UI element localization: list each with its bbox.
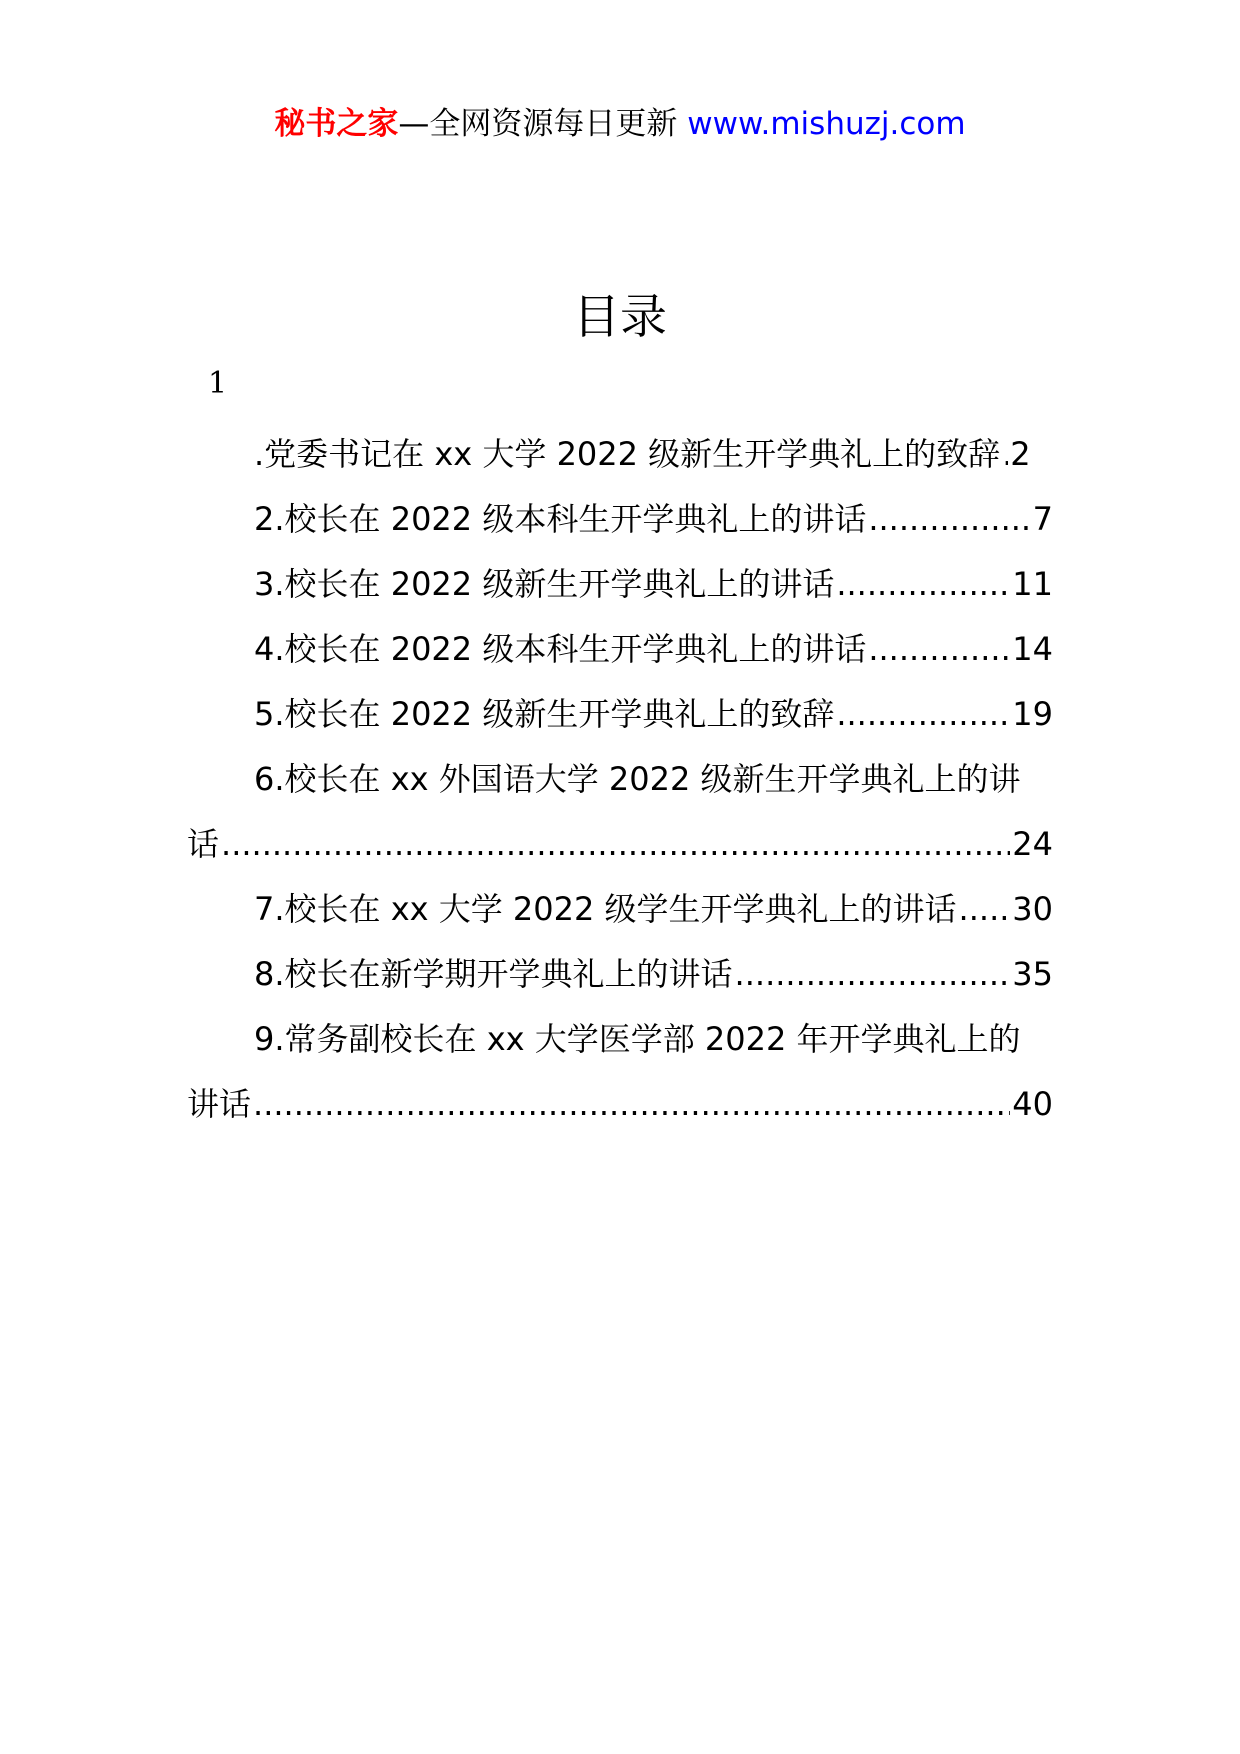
toc-leader-dots <box>735 942 1011 1007</box>
toc-entry-9[interactable] <box>187 1007 1053 1137</box>
toc-entry-title: 7.校长在 xx 大学 2022 级学生开学典礼上的讲话 <box>254 890 957 928</box>
toc-entry-5[interactable] <box>187 682 1053 747</box>
toc-leader-dots <box>253 1072 1010 1137</box>
toc-entry-1[interactable] <box>187 422 1053 487</box>
toc-leader-dots <box>836 682 1010 747</box>
toc-entry-title-continued: 话 <box>187 825 220 863</box>
toc-leader-dots <box>868 617 1010 682</box>
site-url-link[interactable]: www.mishuzj.com <box>687 106 966 142</box>
toc-leader-dots <box>868 487 1030 552</box>
toc-leader-dots <box>836 552 1010 617</box>
toc-entry-7[interactable] <box>187 877 1053 942</box>
toc-entry-title: 6.校长在 xx 外国语大学 2022 级新生开学典礼上的讲 <box>254 760 1021 798</box>
toc-leader-dots <box>1002 422 1008 487</box>
toc-page-number: 2 <box>1010 435 1031 473</box>
toc-entry-title: 9.常务副校长在 xx 大学医学部 2022 年开学典礼上的 <box>254 1020 1021 1058</box>
toc-entry-title-continued: 讲话 <box>187 1085 252 1123</box>
toc-entry-6[interactable] <box>187 747 1053 877</box>
toc-page-number: 35 <box>1012 955 1053 993</box>
toc-page-number: 24 <box>1012 825 1053 863</box>
toc-entry-title: .党委书记在 xx 大学 2022 级新生开学典礼上的致辞 <box>254 435 1001 473</box>
toc-leader-dots <box>221 812 1010 877</box>
header-slogan: —全网资源每日更新 <box>398 106 678 142</box>
toc-entry-3[interactable] <box>187 552 1053 617</box>
toc-page-number: 40 <box>1012 1085 1053 1123</box>
toc-entry-8[interactable] <box>187 942 1053 1007</box>
toc-page-number: 14 <box>1012 630 1053 668</box>
toc-page-number: 11 <box>1012 565 1053 603</box>
toc-entry-title: 2.校长在 2022 级本科生开学典礼上的讲话 <box>254 500 867 538</box>
toc-page-number: 19 <box>1012 695 1053 733</box>
table-of-contents <box>187 422 1053 1137</box>
toc-entry-2[interactable] <box>187 487 1053 552</box>
site-header <box>0 102 1240 146</box>
toc-page-number: 30 <box>1012 890 1053 928</box>
toc-entry-title: 8.校长在新学期开学典礼上的讲话 <box>254 955 733 993</box>
toc-entry-title: 5.校长在 2022 级新生开学典礼上的致辞 <box>254 695 835 733</box>
toc-entry-4[interactable] <box>187 617 1053 682</box>
brand-name: 秘书之家 <box>274 106 399 142</box>
toc-page-number: 7 <box>1032 500 1053 538</box>
toc-entry-title: 3.校长在 2022 级新生开学典礼上的讲话 <box>254 565 835 603</box>
stray-number: 1 <box>208 366 228 401</box>
page-title: 目录 <box>573 290 667 345</box>
toc-leader-dots <box>959 877 1011 942</box>
toc-entry-title: 4.校长在 2022 级本科生开学典礼上的讲话 <box>254 630 867 668</box>
